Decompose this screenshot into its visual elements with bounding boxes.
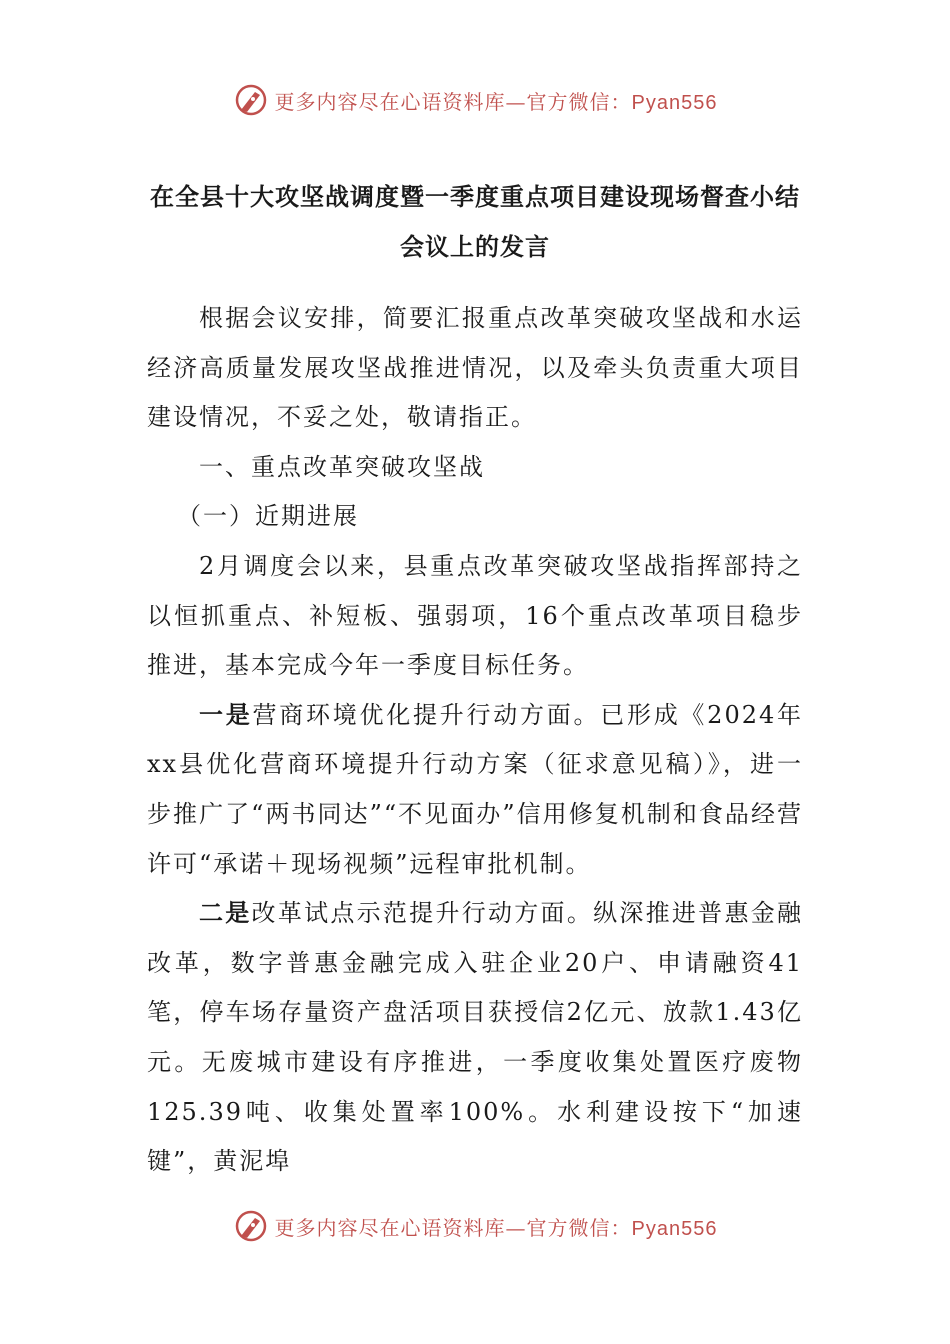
header-watermark bbox=[0, 82, 950, 118]
pen-nib-circle-icon bbox=[233, 1208, 269, 1244]
paragraph-intro: 根据会议安排，简要汇报重点改革突破攻坚战和水运经济高质量发展攻坚战推进情况，以及牵头负责重大项目建设情况，不妥之处，敬请指正。 bbox=[147, 304, 803, 432]
document-body bbox=[147, 294, 803, 1187]
watermark-text: 更多内容尽在心语资料库—官方微信： bbox=[274, 89, 632, 114]
watermark-text: 更多内容尽在心语资料库—官方微信： bbox=[274, 1215, 632, 1240]
watermark-wechat-id: Pyan556 bbox=[631, 91, 718, 114]
paragraph-lead: 二是 bbox=[199, 899, 252, 928]
paragraph-item-2: 二是改革试点示范提升行动方面。纵深推进普惠金融改革，数字普惠金融完成入驻企业20户、申请融资41笔，停车场存量资产盘活项目获授信2亿元、放款1.43亿元。无废城市建设有序推进，一季度收集处置医疗废物125.39吨、收集处置率100%。水利建设按下“加速键”，黄泥埠 bbox=[147, 899, 803, 1176]
document-title: 在全县十大攻坚战调度暨一季度重点项目建设现场督查小结会议上的发言 bbox=[150, 183, 800, 261]
footer-watermark bbox=[0, 1208, 950, 1244]
paragraph-lead: 一是 bbox=[199, 700, 253, 729]
paragraph-progress: 2月调度会以来，县重点改革突破攻坚战指挥部持之以恒抓重点、补短板、强弱项，16个重点改革项目稳步推进，基本完成今年一季度目标任务。 bbox=[147, 551, 803, 680]
pen-nib-circle-icon bbox=[233, 82, 269, 118]
watermark-wechat-id: Pyan556 bbox=[631, 1217, 718, 1240]
heading-subsection-1: （一）近期进展 bbox=[177, 502, 359, 531]
paragraph-item-1: 一是营商环境优化提升行动方面。已形成《2024年xx县优化营商环境提升行动方案（征求意见稿）》，进一步推广了“两书同达”“不见面办”信用修复机制和食品经营许可“承诺＋现场视频”远程审批机制。 bbox=[147, 700, 804, 878]
heading-section-1: 一、重点改革突破攻坚战 bbox=[199, 452, 485, 481]
